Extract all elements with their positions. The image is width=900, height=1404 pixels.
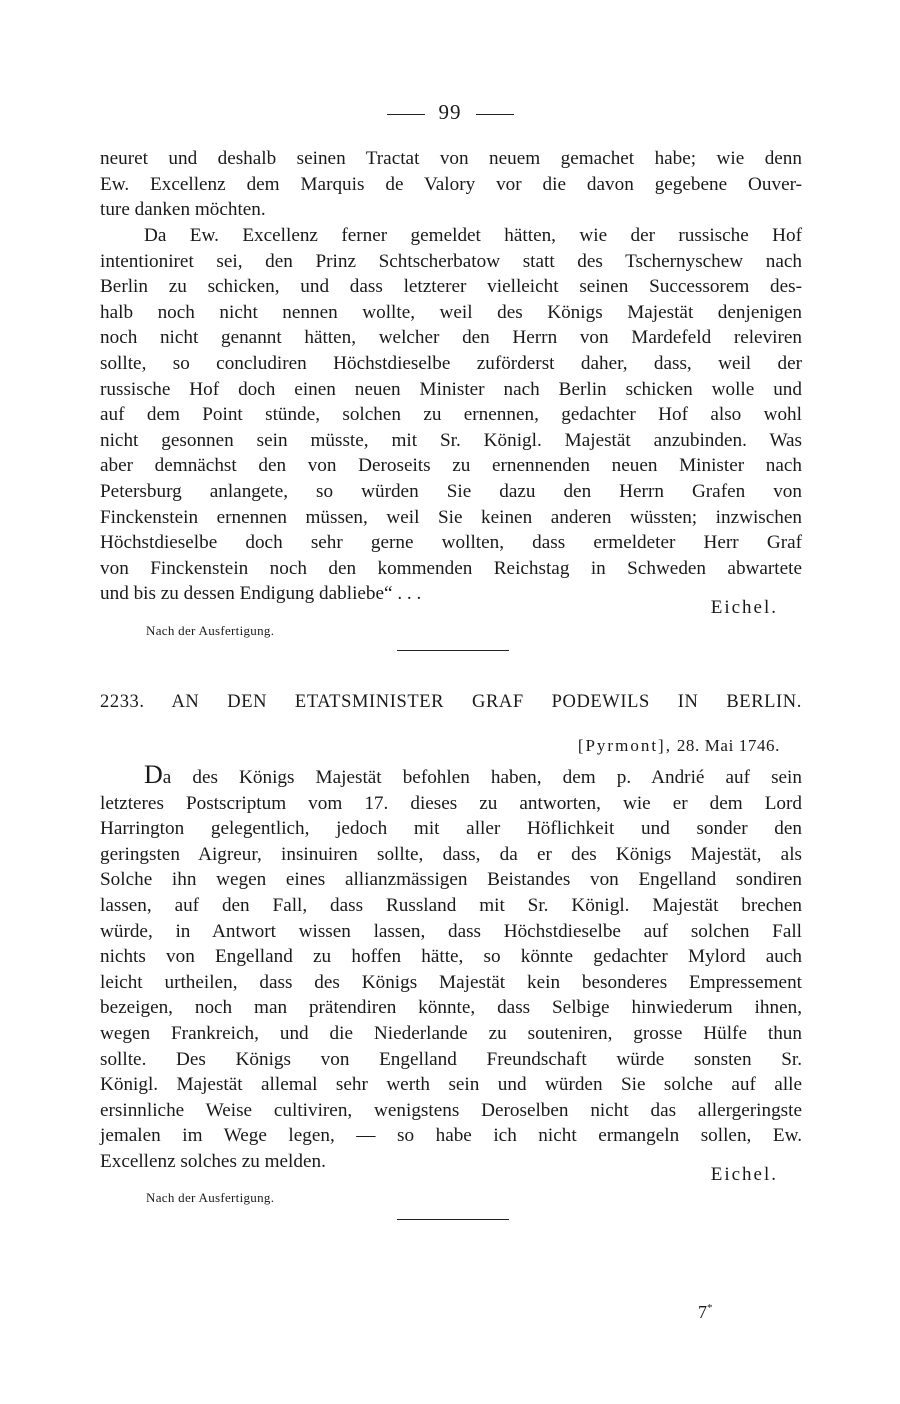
document-date <box>578 736 780 756</box>
page-number <box>0 100 900 125</box>
text-line: intentioniret sei, den Prinz Schtscherbatow statt des Tschernyschew nach <box>100 250 802 272</box>
source-note-2: Nach der Ausfertigung. <box>146 1190 275 1205</box>
text-line: nicht gesonnen sein müsste, mit Sr. Königl. Majestät anzubinden. Was <box>100 429 802 451</box>
text-line: ture danken möchten. <box>100 199 266 221</box>
signature-eichel-2: Eichel. <box>710 1164 778 1185</box>
text-line-first <box>100 762 802 791</box>
text-line: Petersburg anlangete, so würden Sie dazu den Herrn Grafen von <box>100 480 802 502</box>
text-line: ersinnliche Weise cultiviren, wenigstens Deroselben nicht das allergeringste <box>100 1099 802 1121</box>
document-title: AN DEN ETATSMINISTER GRAF PODEWILS IN BERLIN. <box>171 692 802 712</box>
text-line: und bis zu dessen Endigung dabliebe“ . . . <box>100 583 422 605</box>
dropcap: D <box>144 760 163 789</box>
text-line: neuret und deshalb seinen Tractat von neuem gemachet habe; wie denn <box>100 148 802 169</box>
text-line: lassen, auf den Fall, dass Russland mit Sr. Königl. Majestät brechen <box>100 894 802 916</box>
date-place: [Pyrmont], <box>577 736 672 755</box>
text-line: Harrington gelegentlich, jedoch mit aller Höflichkeit und sonder den <box>100 818 802 840</box>
text-line: jemalen im Wege legen, — so habe ich nicht ermangeln sollen, Ew. <box>100 1125 802 1147</box>
text-line: russische Hof doch einen neuen Minister nach Berlin schicken wolle und <box>100 378 802 400</box>
signature-mark-number: 7 <box>698 1302 707 1322</box>
text-line: nichts von Engelland zu hoffen hätte, so könnte gedachter Mylord auch <box>100 946 802 968</box>
page-number-text: 99 <box>438 100 462 124</box>
text-line: auf dem Point stünde, solchen zu ernennen, gedachter Hof also wohl <box>100 404 802 426</box>
text-line: Königl. Majestät allemal sehr werth sein und würden Sie solche auf alle <box>100 1074 802 1096</box>
text-line: leicht urtheilen, dass des Königs Majestät kein besonderes Empressement <box>100 971 802 993</box>
intro-paragraph <box>100 146 802 223</box>
main-paragraph <box>100 223 802 607</box>
letter-paragraph <box>100 762 802 1175</box>
text-line: würde, in Antwort wissen lassen, dass Höchstdieselbe auf solchen Fall <box>100 920 802 942</box>
page-number-dash-left <box>387 114 425 115</box>
text-line: letzteres Postscriptum vom 17. dieses zu antworten, wie er dem Lord <box>100 792 802 814</box>
text-line: noch nicht genannt hätten, welcher den Herrn von Mardefeld releviren <box>100 327 802 349</box>
date-value: 28. Mai 1746. <box>676 736 780 755</box>
text-line: a des Königs Majestät befohlen haben, dem p. Andrié auf sein <box>162 767 802 788</box>
text-line: von Finckenstein noch den kommenden Reichstag in Schweden abwartete <box>100 557 802 579</box>
text-line: Excellenz solches zu melden. <box>100 1150 326 1172</box>
text-line: sollte. Des Königs von Engelland Freundschaft würde sonsten Sr. <box>100 1048 802 1070</box>
text-line: Da Ew. Excellenz ferner gemeldet hätten, wie der russische Hof <box>144 225 802 246</box>
signature-eichel-1: Eichel. <box>710 597 778 618</box>
text-line: Finckenstein ernennen müssen, weil Sie keinen anderen wüssten; inzwischen <box>100 506 802 528</box>
text-line: Höchstdieselbe doch sehr gerne wollten, dass ermeldeter Herr Graf <box>100 532 802 554</box>
section-divider-1 <box>397 650 509 651</box>
section-divider-2 <box>397 1219 509 1220</box>
page-number-dash-right <box>476 114 514 115</box>
signature-mark-asterisk: * <box>707 1302 713 1314</box>
text-line: Berlin zu schicken, und dass letzterer vielleicht seinen Successorem des- <box>100 276 802 298</box>
text-line: Ew. Excellenz dem Marquis de Valory vor die davon gegebene Ouver- <box>100 173 802 195</box>
signature-mark <box>698 1302 713 1323</box>
text-line: wegen Frankreich, und die Niederlande zu souteniren, grosse Hülfe thun <box>100 1022 802 1044</box>
text-line: bezeigen, noch man prätendiren könnte, dass Selbige hinwiederum ihnen, <box>100 997 802 1019</box>
document-number: 2233. <box>100 692 145 712</box>
text-line: sollte, so concludiren Höchstdieselbe zuförderst daher, dass, weil der <box>100 352 802 374</box>
text-line: geringsten Aigreur, insinuiren sollte, dass, da er des Königs Majestät, als <box>100 843 802 865</box>
document-heading <box>100 692 802 713</box>
text-line: aber demnächst den von Deroseits zu ernennenden neuen Minister nach <box>100 455 802 477</box>
text-line: halb noch nicht nennen wollte, weil des Königs Majestät denjenigen <box>100 301 802 323</box>
text-line: Solche ihn wegen eines allianzmässigen Beistandes von Engelland sondiren <box>100 869 802 891</box>
source-note-1: Nach der Ausfertigung. <box>146 623 275 638</box>
